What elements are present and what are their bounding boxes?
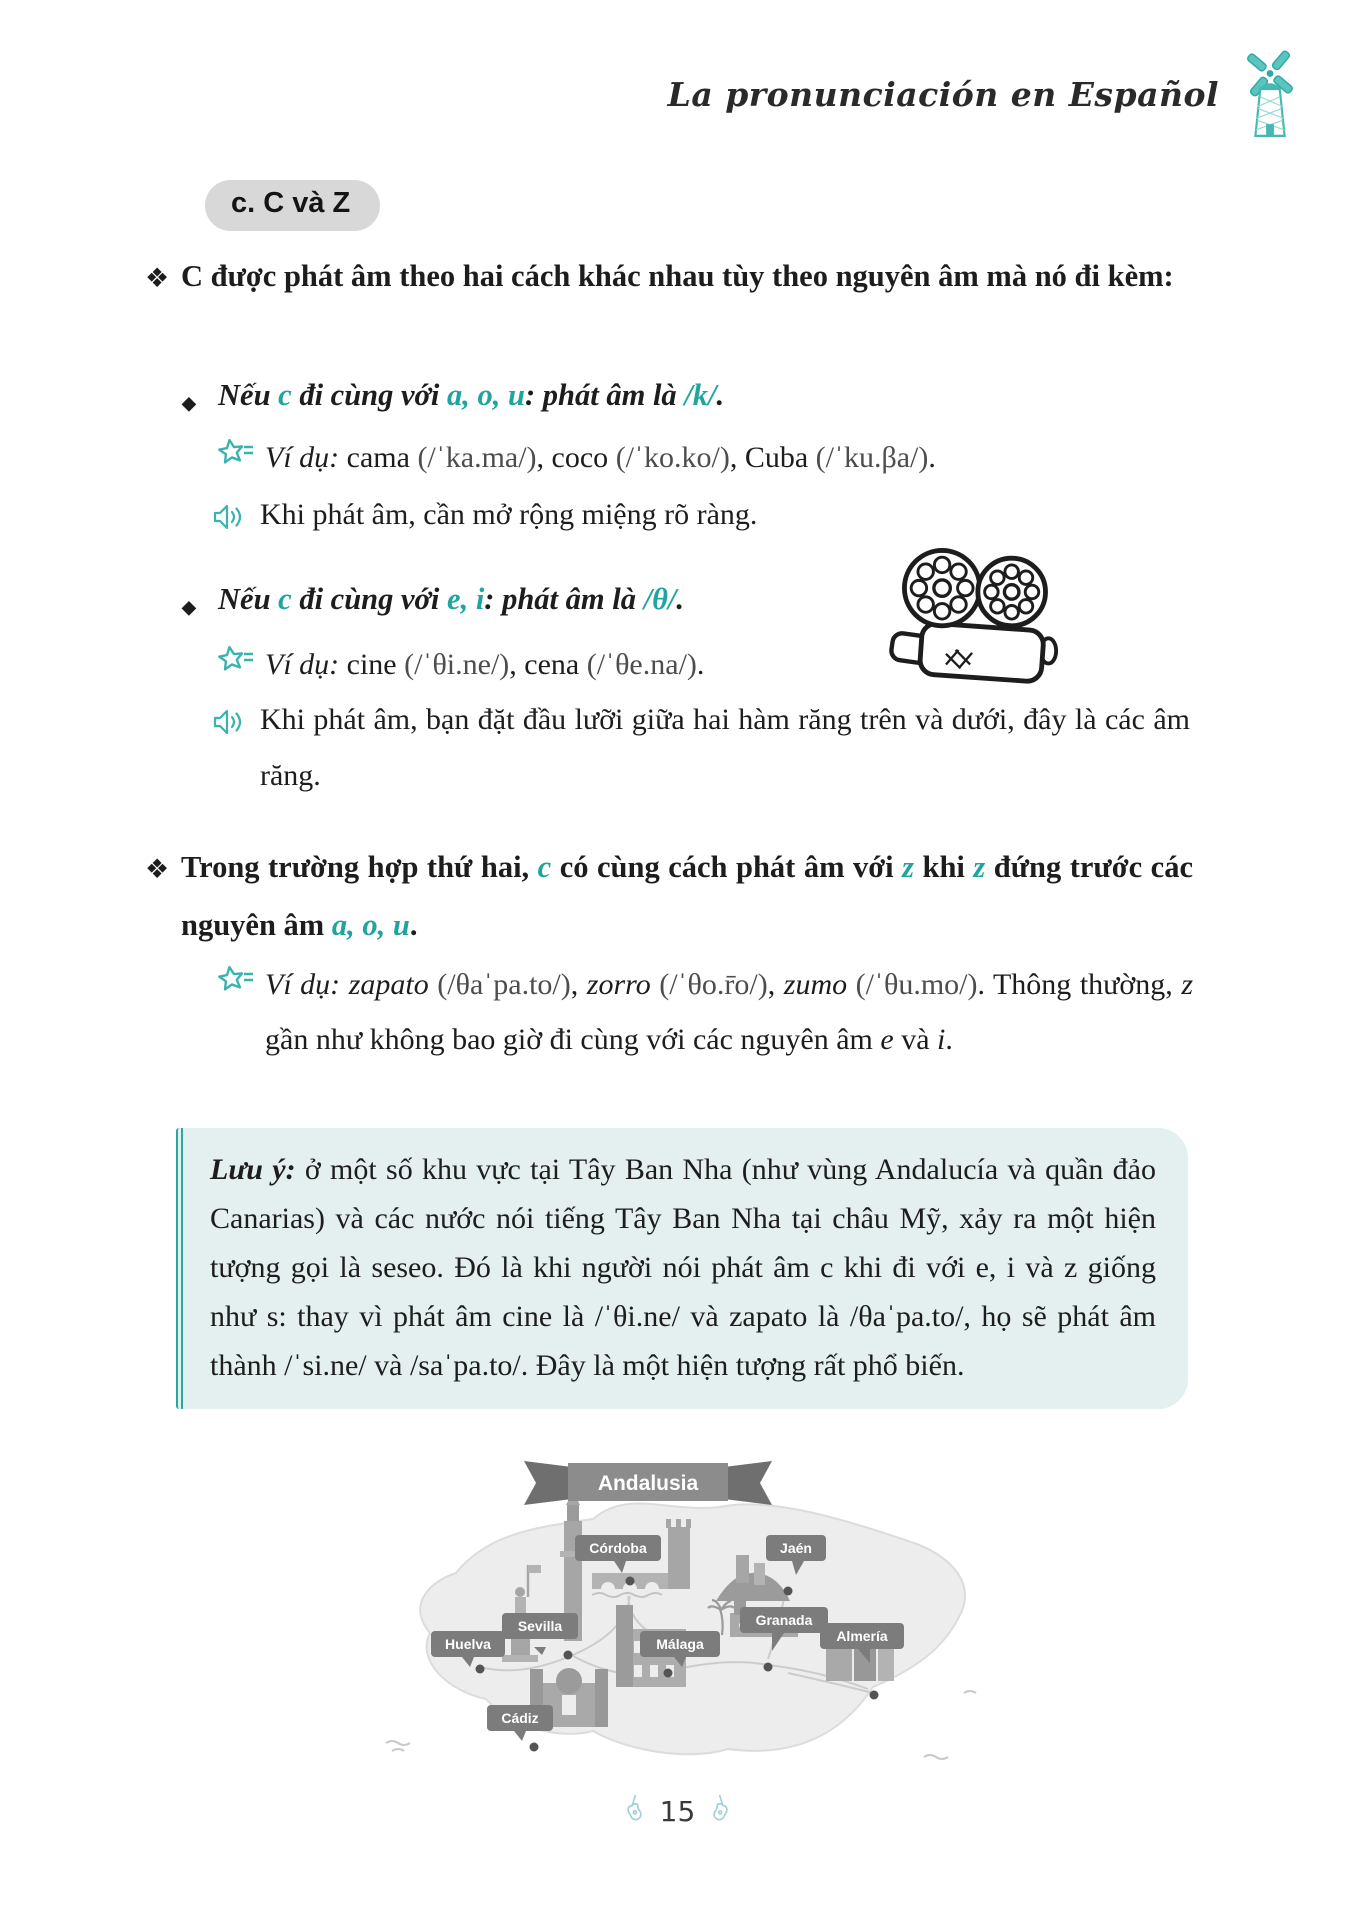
example-sep: . xyxy=(696,648,705,681)
example-label: Ví dụ: xyxy=(265,648,340,681)
note-box xyxy=(176,1128,1188,1409)
example-word: zorro xyxy=(586,968,651,1001)
example-word: coco xyxy=(551,441,609,474)
speaker-icon xyxy=(212,495,246,551)
film-projector-illustration xyxy=(888,545,1060,700)
example-label: Ví dụ: xyxy=(265,968,341,1001)
note-box-text: ở một số khu vực tại Tây Ban Nha (như vùng Andalucía và quần đảo Canarias) và các nước nói tiếng Tây Ban Nha tại châu Mỹ, xảy ra một hiện tượng gọi là seseo. Đó là khi người nói phát âm c khi đi với e, i và z giống như s: thay vì phát âm cine là /ˈθi.ne/ và zapato là /θaˈpa.to/, họ sẽ phát âm thành /ˈsi.ne/ và /saˈpa.to/. Đây là một hiện tượng rất phổ biến. xyxy=(210,1153,1157,1382)
example-ipa: (/ˈθi.ne/) xyxy=(396,648,510,681)
para-letter-c: c xyxy=(537,850,552,884)
example-sep: , xyxy=(767,968,784,1001)
rule-vowels: e, i xyxy=(447,582,485,616)
rule-letter-c: c xyxy=(278,582,292,616)
para-letter-z: z xyxy=(973,850,986,884)
guitar-icon xyxy=(703,1791,733,1832)
map-banner-ribbon xyxy=(524,1461,772,1505)
windmill-icon xyxy=(1231,44,1309,145)
page-footer xyxy=(0,1793,1355,1830)
example-ipa: (/ˈθe.na/) xyxy=(579,648,697,681)
example-sep: , xyxy=(536,441,552,474)
example-text: gần như không bao giờ đi cùng với các nguyên âm xyxy=(265,1023,881,1056)
rule-c-ei xyxy=(182,577,922,621)
rule-ipa-th: /θ/ xyxy=(643,582,677,616)
star-list-icon xyxy=(217,961,257,1016)
rule-text: . xyxy=(716,378,725,412)
example-th-line xyxy=(217,637,877,692)
example-ipa: (/ˈka.ma/) xyxy=(409,441,537,474)
example-letter-z: z xyxy=(1181,968,1193,1001)
diamond-bullet: ◆ xyxy=(182,597,196,617)
speaker-icon xyxy=(212,700,246,756)
example-letter-e: e xyxy=(880,1023,894,1056)
page-header-title: La pronunciación en Español xyxy=(667,75,1219,114)
rule-text: : phát âm là xyxy=(484,582,644,616)
note-box-label: Lưu ý: xyxy=(210,1153,296,1186)
map-label-cordoba: Córdoba xyxy=(589,1540,647,1556)
example-word: cama xyxy=(346,441,410,474)
para-text: đứng trước các nguyên âm xyxy=(181,850,1193,942)
map-label-huelva: Huelva xyxy=(445,1636,491,1652)
example-letter-i: i xyxy=(937,1023,946,1056)
star-list-icon xyxy=(217,641,257,696)
example-k-line xyxy=(217,430,1207,485)
para-text: có cùng cách phát âm với xyxy=(551,850,903,884)
map-label-malaga: Málaga xyxy=(656,1636,704,1652)
example-word: Cuba xyxy=(744,441,809,474)
example-word: zapato xyxy=(348,968,429,1001)
example-ipa: (/ˈku.βa/) xyxy=(808,441,929,474)
map-label-almeria: Almería xyxy=(836,1628,888,1644)
diamond-bullet: ◆ xyxy=(182,393,196,413)
para-text: Trong trường hợp thứ hai, xyxy=(181,850,538,884)
map-label-sevilla: Sevilla xyxy=(517,1618,563,1634)
rule-c-aou xyxy=(182,373,1182,417)
diamond-flag-bullet: ❖ xyxy=(145,854,170,884)
example-text: . Thông thường, xyxy=(977,968,1182,1001)
tip-th-text: Khi phát âm, bạn đặt đầu lưỡi giữa hai hàm răng trên và dưới, đây là các âm răng. xyxy=(260,703,1190,792)
star-list-icon xyxy=(217,434,257,489)
map-label-jaen: Jaén xyxy=(780,1540,812,1556)
para-letter-z: z xyxy=(902,850,914,884)
section-heading-pill: c. C và Z xyxy=(205,180,380,231)
rule-text: đi cùng với xyxy=(291,378,448,412)
example-z-line xyxy=(217,957,1193,1067)
example-sep: . xyxy=(928,441,936,474)
map-label-cadiz: Cádiz xyxy=(501,1710,539,1726)
intro-paragraph-text: C được phát âm theo hai cách khác nhau tùy theo nguyên âm mà nó đi kèm: xyxy=(181,259,1174,293)
rule-vowels: a, o, u xyxy=(447,378,525,412)
example-ipa: (/ˈθo.r̄o/) xyxy=(650,968,768,1001)
example-ipa: (/ˈθu.mo/) xyxy=(847,968,978,1001)
guitar-icon xyxy=(621,1791,651,1832)
rule-ipa-k: /k/ xyxy=(684,378,717,412)
example-label: Ví dụ: xyxy=(265,441,340,474)
tip-k-text: Khi phát âm, cần mở rộng miệng rõ ràng. xyxy=(260,498,758,531)
map-banner-title: Andalusia xyxy=(597,1472,699,1495)
example-word: zumo xyxy=(783,968,848,1001)
andalusia-map-illustration xyxy=(368,1455,988,1775)
example-sep: , xyxy=(729,441,745,474)
example-sep: , xyxy=(570,968,587,1001)
rule-text: đi cùng với xyxy=(291,582,448,616)
rule-text: : phát âm là xyxy=(525,378,685,412)
map-label-granada: Granada xyxy=(755,1612,813,1628)
intro-paragraph xyxy=(145,248,1193,305)
second-paragraph xyxy=(145,838,1193,954)
rule-text: Nếu xyxy=(218,378,279,412)
example-ipa: (/θaˈpa.to/) xyxy=(428,968,571,1001)
tip-th-line xyxy=(212,692,1190,804)
rule-text: Nếu xyxy=(218,582,279,616)
page-number: 15 xyxy=(659,1795,696,1828)
example-sep: . xyxy=(945,1023,953,1056)
example-ipa: (/ˈko.ko/) xyxy=(608,441,730,474)
para-text: khi xyxy=(913,850,974,884)
diamond-flag-bullet: ❖ xyxy=(145,263,170,293)
para-vowels: a, o, u xyxy=(331,908,410,942)
rule-letter-c: c xyxy=(278,378,292,412)
page-header xyxy=(668,44,1309,145)
example-text: và xyxy=(893,1023,938,1056)
example-sep: , xyxy=(509,648,525,681)
tip-k-line xyxy=(212,487,1202,543)
example-word: cena xyxy=(524,648,580,681)
rule-text: . xyxy=(676,582,684,616)
example-word: cine xyxy=(346,648,397,681)
para-text: . xyxy=(409,908,418,942)
